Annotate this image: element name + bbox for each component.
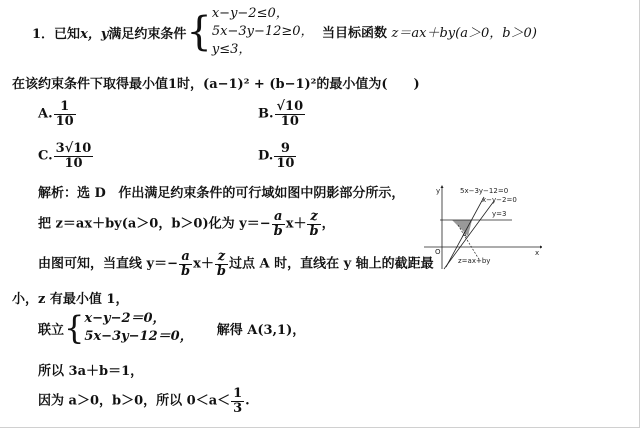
solution-s3-post: 过点 A 时，直线在 y 轴上的截距最 <box>228 256 434 272</box>
label-l2: x−y−2=0 <box>482 196 517 204</box>
option-d-den: 10 <box>276 155 295 171</box>
solution-s2-post: ， <box>321 216 335 232</box>
option-c <box>38 142 94 170</box>
constraint-brace: { <box>186 9 212 55</box>
frac-num: 1 <box>233 386 243 401</box>
solution-s2-pre: 把 z＝ax＋by(a＞0，b＞0)化为 y＝− <box>38 216 271 232</box>
frac-den: b <box>216 263 226 279</box>
option-a-label: A. <box>38 106 53 122</box>
label-z: z=ax+by <box>458 257 491 265</box>
solution-eq1: x−y−2＝0， <box>84 311 166 326</box>
solution-line2 <box>38 210 335 238</box>
solution-line3 <box>38 250 434 278</box>
problem-number: 1． <box>32 26 55 42</box>
solution-s4: 小，z 有最小值 1， <box>12 292 129 307</box>
solution-eq2: 5x−3y−12＝0， <box>84 329 193 344</box>
frac-num: z <box>307 210 320 225</box>
option-d-num: 9 <box>274 142 296 157</box>
label-y: y <box>436 187 441 195</box>
y-axis-arrow <box>441 185 444 188</box>
frac-num: z <box>215 250 228 265</box>
option-a-den: 10 <box>55 113 74 129</box>
option-d-label: D. <box>258 148 274 164</box>
option-b <box>258 100 306 128</box>
frac-num: a <box>272 210 285 225</box>
label-l1: 5x−3y−12=0 <box>460 187 509 195</box>
constraint-3: y≤3， <box>211 42 252 57</box>
solution-line7 <box>38 387 250 415</box>
solution-s5-post: 解得 A(3,1)， <box>216 322 306 338</box>
solution-s3-mid: x＋ <box>193 256 214 272</box>
constraint-2: 5x−3y−12≥0， <box>211 24 314 39</box>
frac-num: a <box>179 250 192 265</box>
solution-system <box>84 310 192 346</box>
option-d <box>258 142 297 170</box>
feasible-region-graph <box>422 185 542 270</box>
constraint-system <box>212 5 314 59</box>
constraint-1: x−y−2≤0， <box>211 6 289 21</box>
solution-s5-pre: 联立 <box>38 322 65 338</box>
option-c-label: C. <box>38 148 53 164</box>
option-b-den: 10 <box>280 113 299 129</box>
frac-den: b <box>180 263 191 279</box>
x-axis-arrow <box>540 246 542 249</box>
option-b-num: √10 <box>276 99 304 114</box>
solution-line5 <box>38 310 305 346</box>
option-b-label: B. <box>258 106 274 122</box>
frac-den: b <box>309 223 319 239</box>
objective-function: z＝ax＋by(a＞0，b＞0) <box>391 26 537 41</box>
frac-den: 3 <box>233 400 243 416</box>
solution-line1 <box>38 182 404 201</box>
solution-s7-pre: 因为 a＞0，b＞0，所以 0＜a＜ <box>38 393 231 409</box>
objective-intro: 当目标函数 <box>322 26 388 41</box>
system-brace: { <box>64 309 85 347</box>
objective-line <box>322 22 537 41</box>
problem-condition: 满足约束条件 <box>108 26 187 42</box>
option-a-num: 1 <box>54 100 76 115</box>
option-c-num: 3√10 <box>55 141 92 156</box>
label-l3: y=3 <box>492 210 507 218</box>
solution-s6: 所以 3a＋b＝1， <box>38 364 144 379</box>
solution-label: 解析：选 D <box>38 186 106 201</box>
option-c-den: 10 <box>64 155 83 171</box>
solution-s2-mid: x＋ <box>285 216 307 232</box>
solution-s3-pre: 由图可知，当直线 y＝− <box>38 256 178 272</box>
problem-vars: x，y <box>80 26 109 42</box>
problem-line1 <box>32 0 314 64</box>
label-o: O <box>435 248 441 256</box>
solution-s1: 作出满足约束条件的可行域如图中阴影部分所示， <box>118 186 405 201</box>
problem-intro: 已知 <box>54 26 81 42</box>
label-x: x <box>535 249 540 257</box>
problem-line2: 在该约束条件下取得最小值1时，(a−1)² + (b−1)²的最小值为( ) <box>12 77 420 92</box>
solution-s7-post: . <box>245 393 250 409</box>
frac-den: b <box>273 223 283 239</box>
option-a <box>38 100 77 128</box>
label-a: A <box>462 231 467 239</box>
